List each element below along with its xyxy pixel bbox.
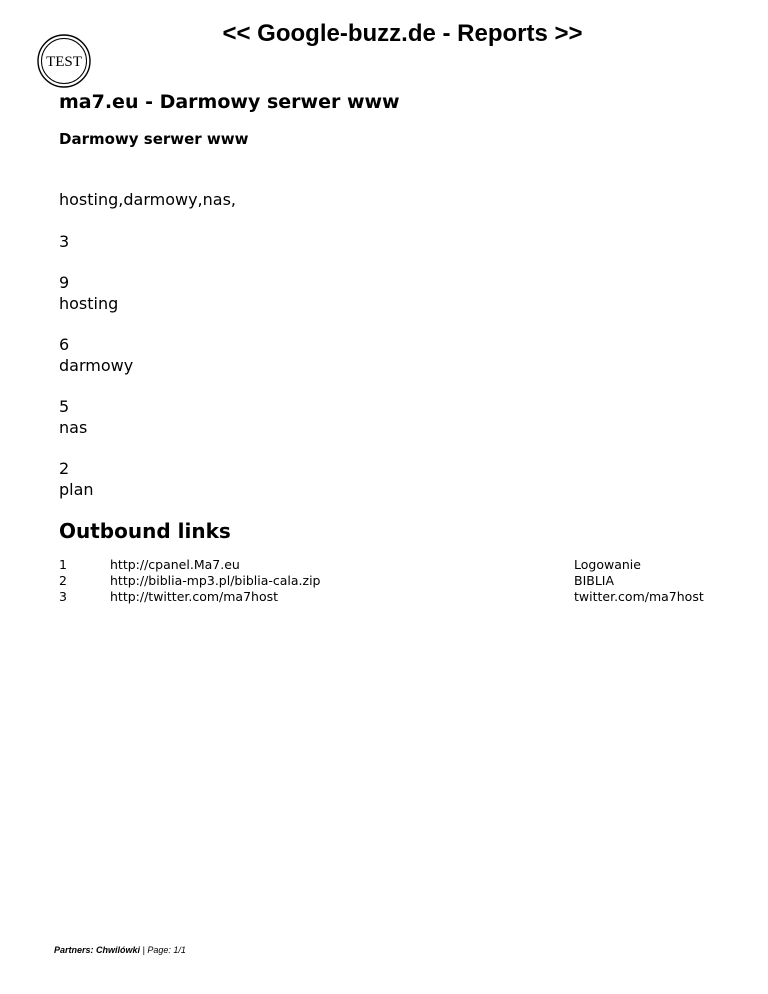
table-row bbox=[59, 557, 739, 573]
footer-partners: Partners: Chwilówki bbox=[54, 945, 141, 955]
keyword-stat-word: nas bbox=[59, 418, 88, 437]
logo-text: TEST bbox=[46, 54, 82, 70]
keyword-stat-item bbox=[59, 458, 133, 520]
link-url[interactable]: http://twitter.com/ma7host bbox=[110, 589, 279, 604]
keyword-stat-count: 5 bbox=[59, 397, 70, 416]
table-row bbox=[59, 589, 739, 605]
link-number: 2 bbox=[59, 573, 67, 588]
keyword-count: 3 bbox=[59, 232, 70, 251]
keywords-line: hosting,darmowy,nas, bbox=[59, 190, 237, 209]
page-title: ma7.eu - Darmowy serwer www bbox=[59, 91, 400, 113]
report-header-title: << Google-buzz.de - Reports >> bbox=[222, 20, 583, 47]
keyword-stats-list bbox=[59, 272, 133, 520]
keyword-stat-word: plan bbox=[59, 480, 94, 499]
table-row bbox=[59, 573, 739, 589]
keyword-stat-count: 9 bbox=[59, 273, 70, 292]
page-footer bbox=[54, 944, 186, 956]
keyword-stat-word: darmowy bbox=[59, 356, 134, 375]
link-url[interactable]: http://biblia-mp3.pl/biblia-cala.zip bbox=[110, 573, 321, 588]
link-url[interactable]: http://cpanel.Ma7.eu bbox=[110, 557, 240, 572]
keyword-stat-item bbox=[59, 334, 133, 396]
outbound-links-table bbox=[59, 557, 739, 605]
link-number: 1 bbox=[59, 557, 67, 572]
link-text: BIBLIA bbox=[574, 573, 615, 588]
link-text: twitter.com/ma7host bbox=[574, 589, 704, 604]
keyword-stat-word: hosting bbox=[59, 294, 119, 313]
keyword-stat-count: 6 bbox=[59, 335, 70, 354]
link-number: 3 bbox=[59, 589, 67, 604]
keyword-stat-item bbox=[59, 396, 133, 458]
link-text: Logowanie bbox=[574, 557, 641, 572]
keyword-stat-count: 2 bbox=[59, 459, 70, 478]
keyword-stat-item bbox=[59, 272, 133, 334]
outbound-links-title: Outbound links bbox=[59, 519, 231, 543]
footer-page-number: | Page: 1/1 bbox=[140, 945, 186, 955]
page-subtitle: Darmowy serwer www bbox=[59, 130, 249, 148]
